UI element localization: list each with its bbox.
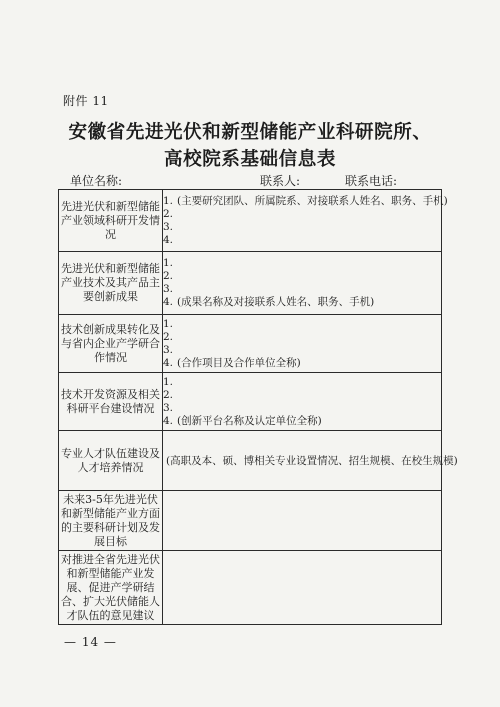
list-item: 2.: [163, 330, 174, 343]
table-row: [59, 190, 442, 252]
contact-phone-label: 联系电话:: [345, 174, 398, 188]
list-item: 1.: [163, 257, 174, 269]
list-item: 3.: [163, 283, 174, 295]
row-label: 技术开发资源及相关科研平台建设情况: [59, 373, 163, 431]
row-label: 专业人才队伍建设及人才培养情况: [59, 431, 163, 491]
list-item: 1.: [163, 317, 174, 330]
table-row: [59, 491, 442, 551]
row-content[interactable]: [163, 190, 448, 252]
list-item: 1.: [163, 375, 174, 388]
row-content[interactable]: [163, 373, 442, 431]
list-item: 2.: [163, 388, 174, 401]
list-item: 2.: [163, 270, 174, 282]
page-number: — 14 —: [64, 635, 117, 649]
list-item: 2.: [163, 207, 174, 220]
document-title-line-1: 安徽省先进光伏和新型储能产业科研院所、: [68, 122, 432, 143]
info-form-table: [58, 189, 458, 625]
row-content[interactable]: [163, 551, 442, 625]
document-title-line-2: 高校院系基础信息表: [164, 149, 336, 170]
table-row: [59, 315, 442, 373]
table-row: [59, 431, 442, 491]
list-item: 3.: [163, 343, 174, 356]
table-row: [59, 373, 442, 431]
row-content[interactable]: [163, 252, 442, 315]
row-hint-text: (高职及本、硕、博相关专业设置情况、招生规模、在校生规模): [166, 455, 458, 467]
row-label: 先进光伏和新型储能产业领域科研开发情况: [59, 190, 163, 252]
list-item: 4. (合作项目及合作单位全称): [163, 356, 301, 369]
list-item: 1. (主要研究团队、所属院系、对接联系人姓名、职务、手机): [163, 194, 448, 207]
list-item: 4. (创新平台名称及认定单位全称): [163, 414, 322, 427]
unit-name-label: 单位名称:: [70, 174, 123, 188]
list-item: 3.: [163, 401, 174, 414]
row-label: 先进光伏和新型储能产业技术及其产品主要创新成果: [59, 252, 163, 315]
list-item: 4.: [163, 233, 174, 246]
table-row: [59, 252, 442, 315]
attachment-label: 附件 11: [63, 94, 109, 108]
list-item: 3.: [163, 220, 174, 233]
row-label: 未来3-5年先进光伏和新型储能产业方面的主要科研计划及发展目标: [59, 491, 163, 551]
row-content[interactable]: [163, 431, 458, 491]
row-content[interactable]: [163, 315, 442, 373]
list-item: 4. (成果名称及对接联系人姓名、职务、手机): [163, 296, 375, 308]
row-content[interactable]: [163, 491, 442, 551]
row-label: 技术创新成果转化及与省内企业产学研合作情况: [59, 315, 163, 373]
contact-person-label: 联系人:: [260, 174, 301, 188]
row-hint-text: [163, 515, 166, 527]
row-label: 对推进全省先进光伏和新型储能产业发展、促进产学研结合、扩大光伏储能人才队伍的意见建议: [59, 551, 163, 625]
table-row: [59, 551, 442, 625]
row-hint-text: [163, 582, 166, 594]
